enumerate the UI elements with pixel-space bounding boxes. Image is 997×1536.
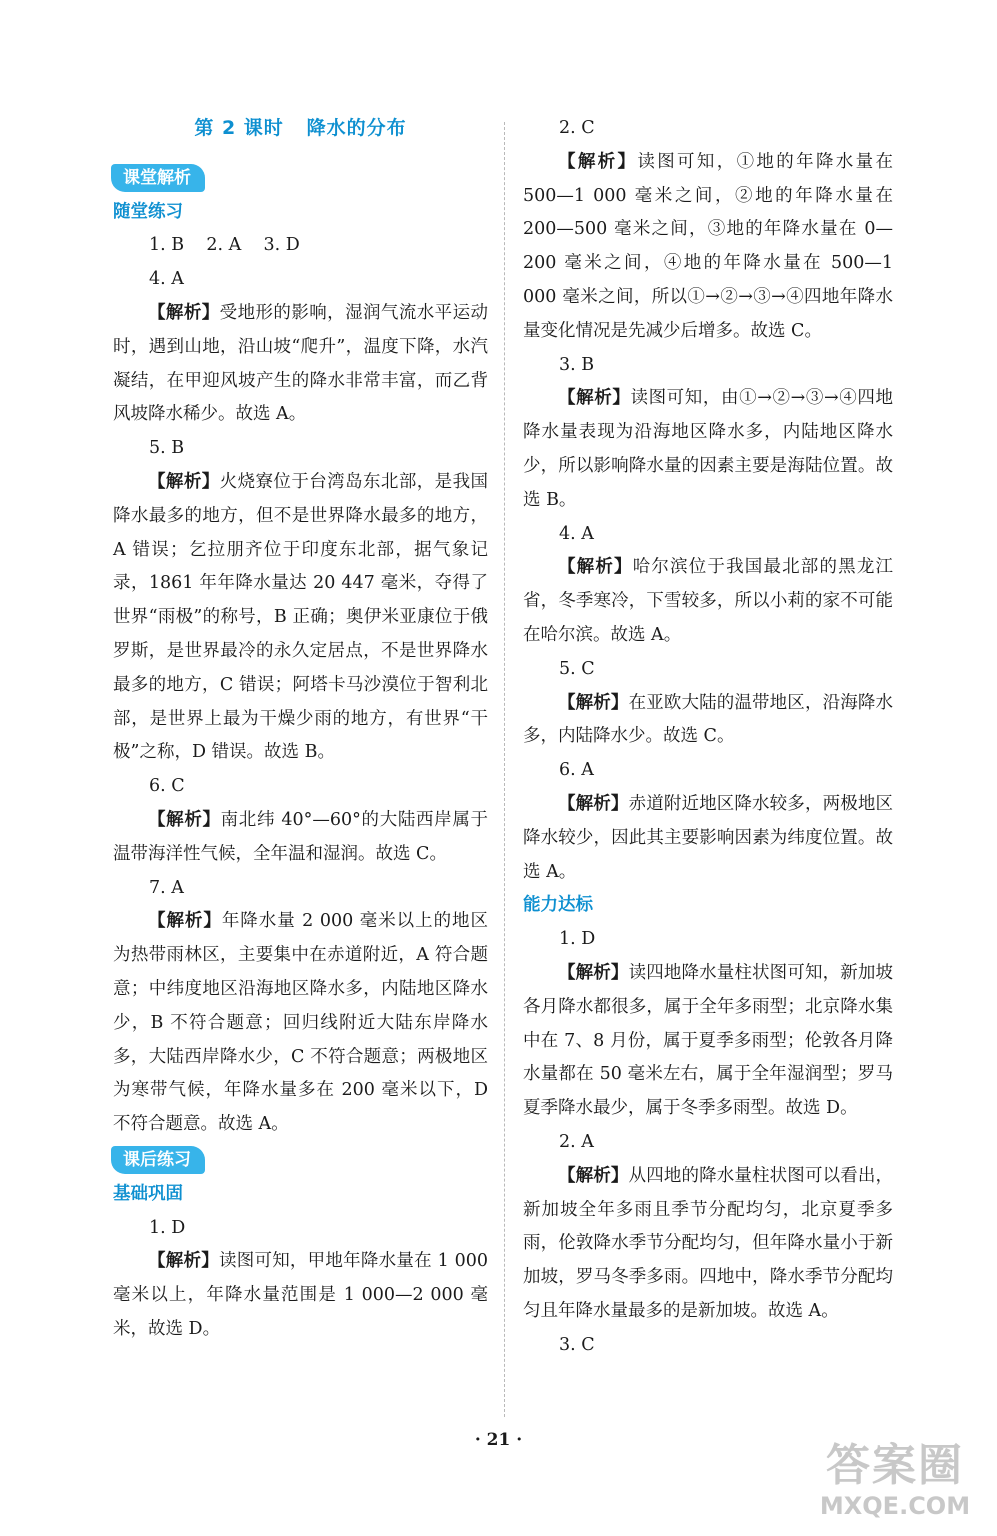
answer-line: 4. A [149, 269, 184, 290]
answer-line: 5. B [149, 438, 185, 459]
explanation-paragraph [523, 788, 893, 889]
right-column [523, 112, 893, 1362]
left-column [113, 112, 488, 1347]
explanation-text: 年降水量 2 000 毫米以上的地区为热带雨林区，主要集中在赤道附近，A 符合题意；中纬度地区沿海地区降水多，内陆地区降水少，B 不符合题意；回归线附近大陆东岸降水多，大陆西岸降水少，C 不符合题意；两极地区为寒带气候，年降水量多在 200 毫米以下，D 不符合题意。故选 A。 [113, 911, 488, 1135]
explanation-paragraph [113, 905, 488, 1142]
answer-line: 6. C [149, 776, 185, 797]
explanation-text: 读图可知，甲地年降水量在 1 000 毫米以上，年降水量范围是 1 000—2 000 毫米，故选 D。 [113, 1251, 488, 1339]
analysis-tag: 【解析】 [148, 471, 220, 492]
answer-line: 3. B [559, 354, 595, 375]
explanation-paragraph [523, 382, 893, 517]
section-heading-basics: 基础巩固 [113, 1183, 183, 1204]
explanation-text: 读四地降水量柱状图可知，新加坡各月降水都很多，属于全年多雨型；北京降水集中在 7、8 月份，属于夏季多雨型；伦敦各月降水量都在 50 毫米左右，属于全年湿润型；罗马夏季降水最少，属于冬季多雨型。故选 D。 [523, 962, 894, 1119]
analysis-tag: 【解析】 [558, 1165, 629, 1186]
explanation-paragraph [523, 146, 893, 349]
answer-line: 1. B 2. A 3. D [149, 235, 300, 256]
explanation-paragraph [113, 804, 488, 872]
analysis-tag: 【解析】 [558, 962, 629, 983]
answer-line: 5. C [559, 658, 595, 679]
answer-line: 3. C [559, 1334, 595, 1355]
analysis-tag: 【解析】 [558, 151, 638, 172]
analysis-tag: 【解析】 [148, 1251, 219, 1272]
lesson-title: 第 2 课时 降水的分布 [194, 117, 407, 139]
answer-line: 4. A [559, 523, 594, 544]
section-heading-practice: 随堂练习 [113, 201, 183, 222]
explanation-paragraph [523, 551, 893, 652]
explanation-paragraph [113, 297, 488, 432]
explanation-text: 读图可知，①地的年降水量在 500—1 000 毫米之间，②地的年降水量在 200—500 毫米之间，③地的年降水量在 0—200 毫米之间，④地的年降水量在 500—1 000 毫米之间，所以①→②→③→④四地年降水量变化情况是先减少后增多。故选 C。 [523, 151, 893, 341]
analysis-tag: 【解析】 [148, 911, 222, 932]
column-divider [504, 122, 505, 1417]
page-number: · 21 · [474, 1430, 523, 1450]
explanation-text: 从四地的降水量柱状图可以看出，新加坡全年多雨且季节分配均匀，北京夏季多雨，伦敦降水季节分配均匀，但年降水量小于新加坡，罗马冬季多雨。四地中，降水季节分配均匀且年降水量最多的是新加坡。故选 A。 [523, 1165, 894, 1321]
explanation-paragraph [523, 957, 893, 1126]
explanation-text: 赤道附近地区降水较多，两极地区降水较少，因此其主要影响因素为纬度位置。故选 A。 [523, 793, 894, 882]
analysis-tag: 【解析】 [558, 557, 633, 578]
explanation-text: 哈尔滨位于我国最北部的黑龙江省，冬季寒冷，下雪较多，所以小莉的家不可能在哈尔滨。故选 A。 [523, 557, 894, 645]
answer-line: 2. A [559, 1131, 594, 1152]
explanation-paragraph [523, 1160, 893, 1329]
answer-line: 1. D [559, 929, 596, 950]
explanation-text: 南北纬 40°—60°的大陆西岸属于温带海洋性气候，全年温和湿润。故选 C。 [113, 809, 488, 864]
answer-line: 7. A [149, 877, 184, 898]
explanation-paragraph [113, 1245, 488, 1346]
watermark-logo [810, 1440, 980, 1530]
analysis-tag: 【解析】 [558, 793, 629, 814]
section-banner-after-class: 课后练习 [111, 1146, 205, 1174]
explanation-text: 火烧寮位于台湾岛东北部，是我国降水最多的地方，但不是世界降水最多的地方，A 错误；乞拉朋齐位于印度东北部，据气象记录，1861 年年降水量达 20 447 毫米，夺得了世界“雨极”的称号，B 正确；奥伊米亚康位于俄罗斯，是世界最冷的永久定居点，不是世界降水最多的地方，C 错误；阿塔卡马沙漠位于智利北部，是世界上最为干燥少雨的地方，有世界“干极”之称，D 错误。故选 B。 [113, 471, 489, 763]
analysis-tag: 【解析】 [558, 692, 629, 713]
explanation-text: 读图可知，由①→②→③→④四地降水量表现为沿海地区降水多，内陆地区降水少，所以影响降水量的因素主要是海陆位置。故选 B。 [523, 388, 893, 510]
answer-line: 1. D [149, 1217, 186, 1238]
analysis-tag: 【解析】 [148, 809, 221, 830]
analysis-tag: 【解析】 [558, 388, 631, 409]
answer-line: 2. C [559, 118, 595, 138]
explanation-paragraph [523, 687, 893, 755]
section-banner-in-class: 课堂解析 [111, 164, 205, 192]
analysis-tag: 【解析】 [148, 302, 220, 323]
explanation-text: 在亚欧大陆的温带地区，沿海降水多，内陆降水少。故选 C。 [523, 692, 894, 747]
section-heading-ability: 能力达标 [523, 895, 593, 916]
explanation-text: 受地形的影响，湿润气流水平运动时，遇到山地，沿山坡“爬升”，温度下降，水汽凝结，在甲迎风坡产生的降水非常丰富，而乙背风坡降水稀少。故选 A。 [113, 302, 489, 425]
explanation-paragraph [113, 466, 488, 770]
answer-line: 6. A [559, 760, 594, 781]
watermark-url: MXQE.COM [819, 1492, 971, 1520]
watermark-text: 答案圈 [826, 1440, 964, 1491]
